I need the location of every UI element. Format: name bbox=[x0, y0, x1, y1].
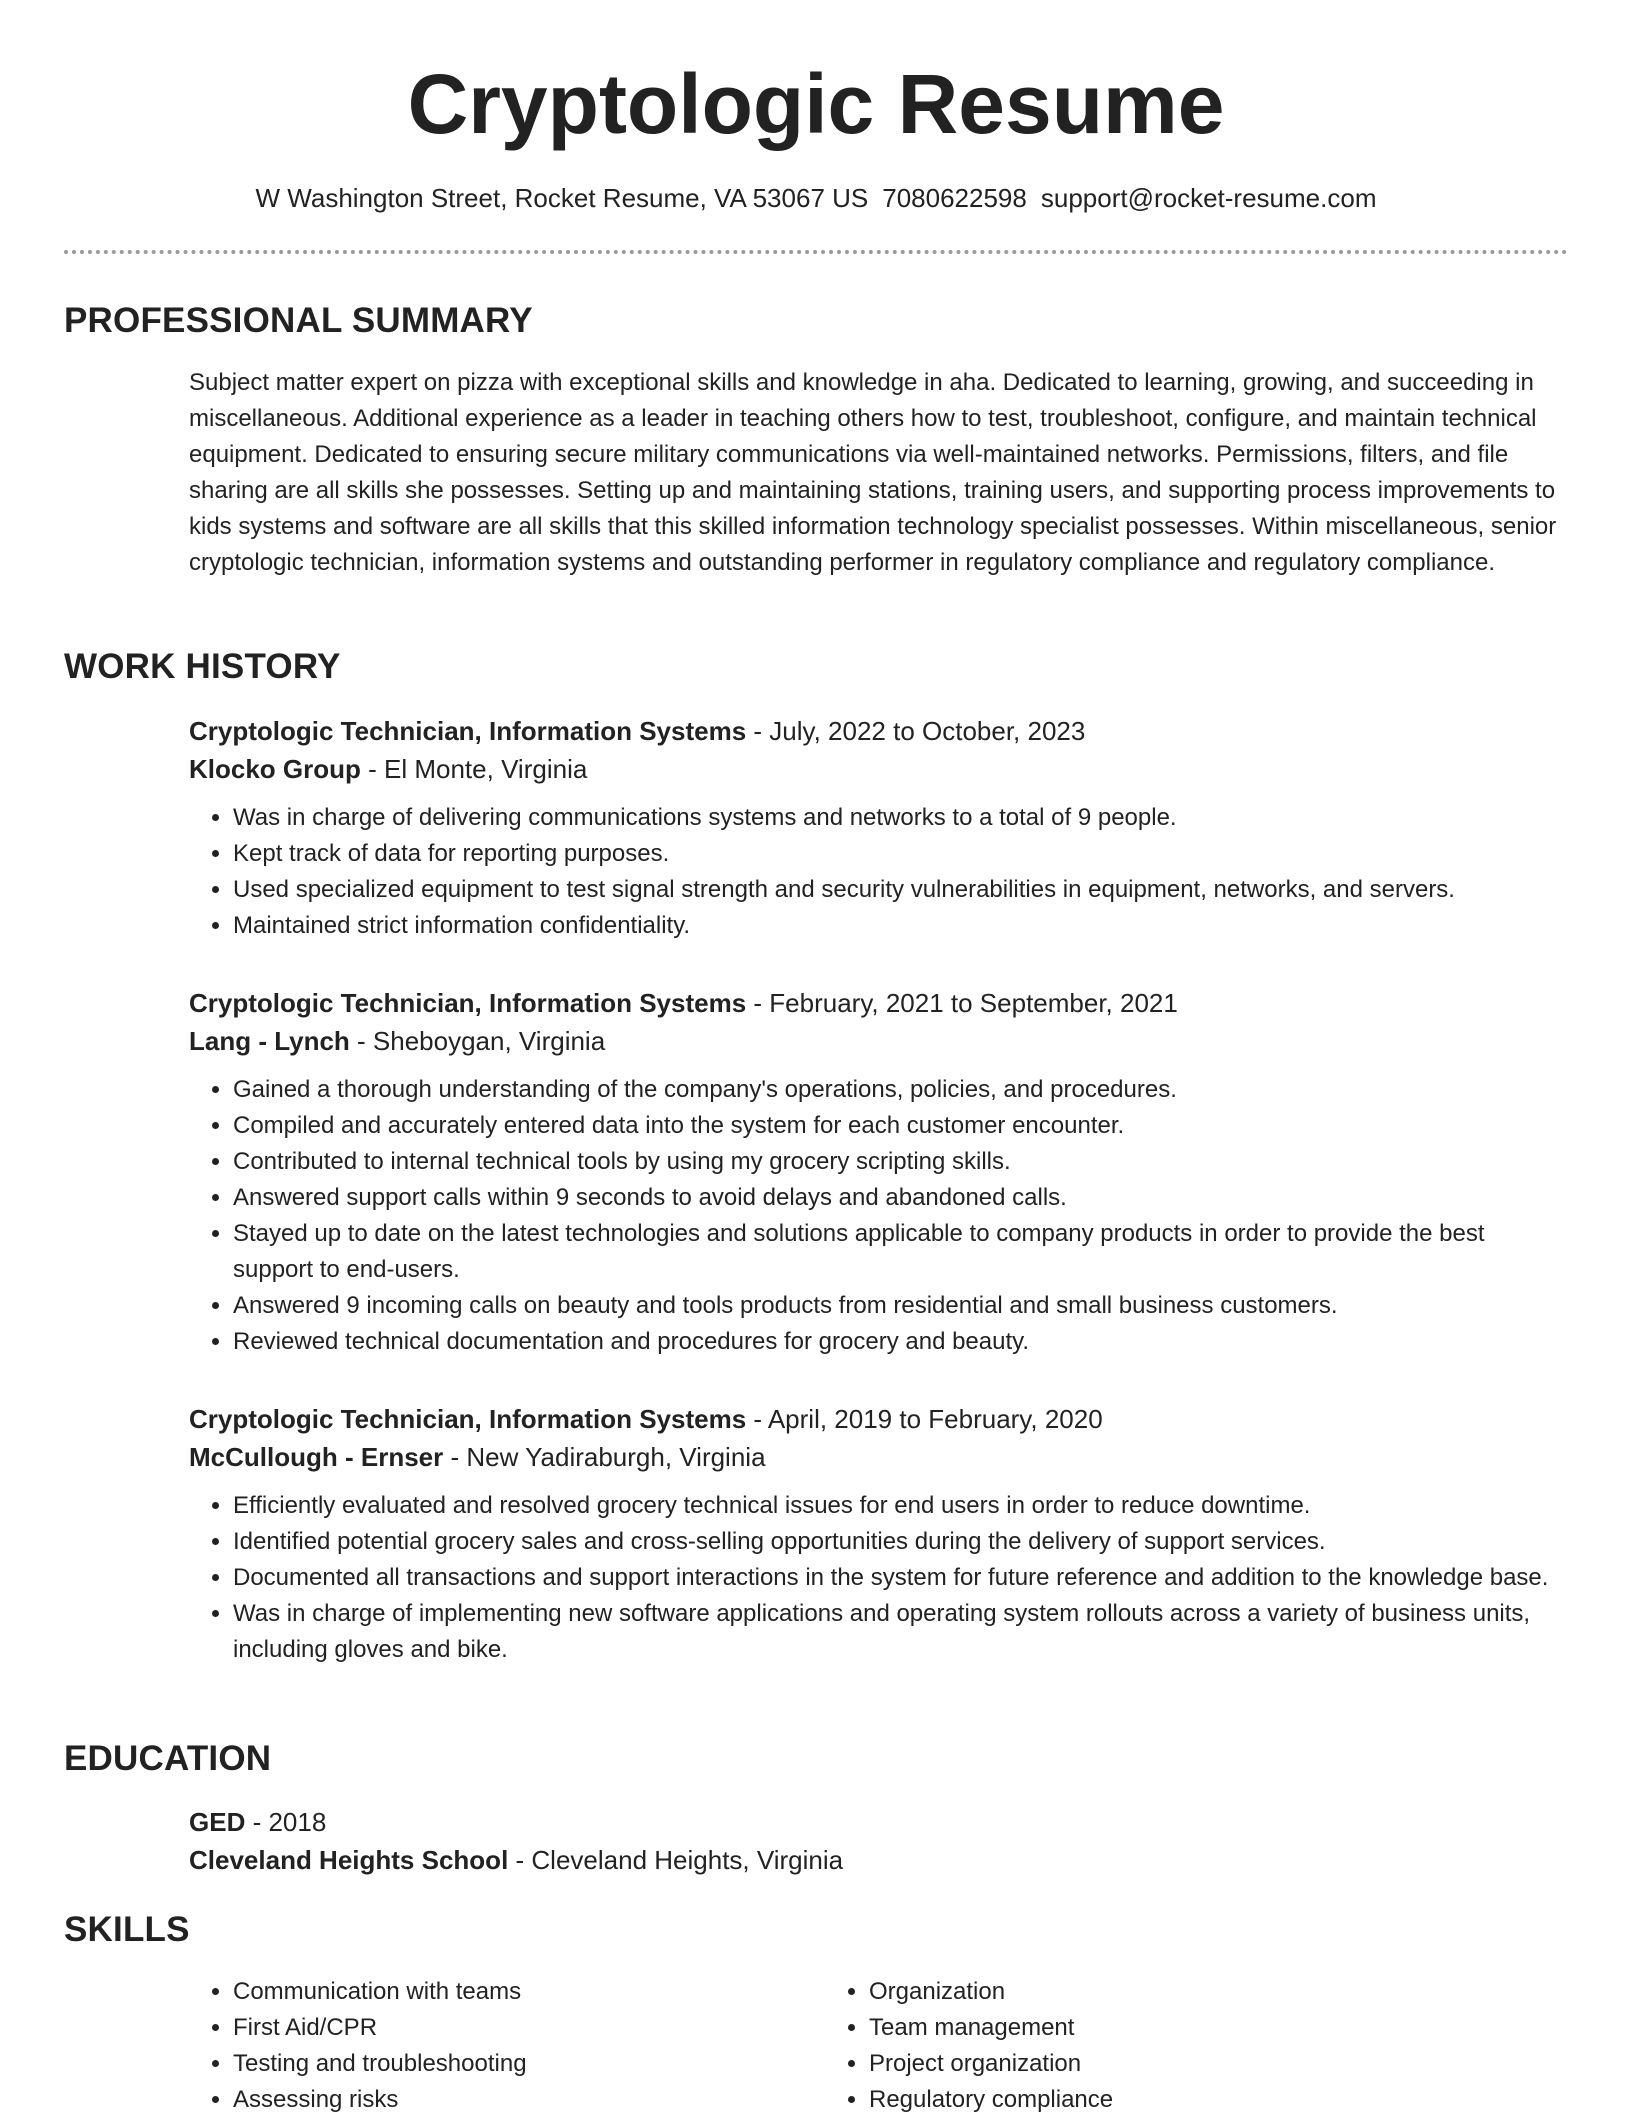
job-dates: - July, 2022 to October, 2023 bbox=[746, 716, 1086, 746]
job-company-line bbox=[189, 750, 1569, 788]
section-title-skills: SKILLS bbox=[64, 1910, 190, 1949]
resume-title: Cryptologic Resume bbox=[407, 57, 1225, 151]
list-item: • Kept track of data for reporting purposes. bbox=[233, 836, 1569, 872]
job-title: Cryptologic Technician, Information Systems bbox=[189, 716, 747, 746]
education-degree-line bbox=[189, 1803, 1569, 1841]
list-item: • Reviewed technical documentation and procedures for grocery and beauty. bbox=[233, 1324, 1569, 1360]
section-title-summary: PROFESSIONAL SUMMARY bbox=[64, 301, 533, 340]
job-title-line bbox=[189, 984, 1569, 1022]
job-company-line bbox=[189, 1022, 1569, 1060]
job-dates: - April, 2019 to February, 2020 bbox=[746, 1404, 1103, 1434]
list-item: • Was in charge of delivering communications systems and networks to a total of 9 people. bbox=[233, 800, 1569, 836]
education-degree: GED bbox=[189, 1807, 246, 1837]
skills-column-left bbox=[189, 1974, 825, 2118]
job-company: McCullough - Ernser bbox=[189, 1442, 444, 1472]
section-title-education: EDUCATION bbox=[64, 1739, 272, 1778]
skills-column-right bbox=[825, 1974, 1461, 2118]
list-item: • Documented all transactions and support interactions in the system for future reference and addition to the knowledge base. bbox=[233, 1560, 1569, 1596]
list-item: • Maintained strict information confidentiality. bbox=[233, 908, 1569, 944]
education-year: - 2018 bbox=[245, 1807, 327, 1837]
list-item: • Team management bbox=[869, 2010, 1461, 2046]
list-item: • Gained a thorough understanding of the company's operations, policies, and procedures. bbox=[233, 1072, 1569, 1108]
list-item: • Testing and troubleshooting bbox=[233, 2046, 825, 2082]
job-bullets bbox=[189, 1488, 1569, 1668]
summary-text: Subject matter expert on pizza with exceptional skills and knowledge in aha. Dedicated to learning, growing, and succeeding in miscellaneous. Additional experience as a leader in teaching others how to test, troubleshoot, configure, and maintain technical equipment. Dedicated to ensuring secure military communications via well-maintained networks. Permissions, filters, and file sharing are all skills she possesses. Setting up and maintaining stations, training users, and supporting process improvements to kids systems and software are all skills that this skilled information technology specialist possesses. Within miscellaneous, senior cryptologic technician, information systems and outstanding performer in regulatory compliance and regulatory compliance. bbox=[189, 369, 1557, 576]
list-item: • Contributed to internal technical tools by using my grocery scripting skills. bbox=[233, 1144, 1569, 1180]
list-item: • Regulatory compliance bbox=[869, 2082, 1461, 2118]
section-title-work-history: WORK HISTORY bbox=[64, 647, 341, 686]
job-company-line bbox=[189, 1438, 1569, 1476]
list-item: • Organization bbox=[869, 1974, 1461, 2010]
list-item: • Communication with teams bbox=[233, 1974, 825, 2010]
education-location: - Cleveland Heights, Virginia bbox=[508, 1845, 844, 1875]
job-company: Klocko Group bbox=[189, 754, 361, 784]
education-school: Cleveland Heights School bbox=[189, 1845, 509, 1875]
list-item: • Project organization bbox=[869, 2046, 1461, 2082]
job-dates: - February, 2021 to September, 2021 bbox=[746, 988, 1178, 1018]
header-divider bbox=[64, 250, 1568, 254]
job-title: Cryptologic Technician, Information Systems bbox=[189, 988, 747, 1018]
job-title-line bbox=[189, 1400, 1569, 1438]
list-item: • Answered support calls within 9 seconds to avoid delays and abandoned calls. bbox=[233, 1180, 1569, 1216]
education-entry bbox=[189, 1803, 1569, 1879]
list-item: • Stayed up to date on the latest technologies and solutions applicable to company products in order to provide the best support to end-users. bbox=[233, 1216, 1569, 1288]
job-title: Cryptologic Technician, Information Systems bbox=[189, 1404, 747, 1434]
list-item: • Used specialized equipment to test signal strength and security vulnerabilities in equipment, networks, and servers. bbox=[233, 872, 1569, 908]
job-bullets bbox=[189, 1072, 1569, 1360]
contact-email: support@rocket-resume.com bbox=[1040, 183, 1377, 213]
list-item: • Compiled and accurately entered data into the system for each customer encounter. bbox=[233, 1108, 1569, 1144]
job-location: - Sheboygan, Virginia bbox=[349, 1026, 606, 1056]
skills-list bbox=[189, 1974, 1569, 2118]
contact-phone: 7080622598 bbox=[882, 183, 1027, 213]
education-school-line bbox=[189, 1841, 1569, 1879]
job-company: Lang - Lynch bbox=[189, 1026, 350, 1056]
job-location: - New Yadiraburgh, Virginia bbox=[443, 1442, 766, 1472]
list-item: • Assessing risks bbox=[233, 2082, 825, 2118]
list-item: • Identified potential grocery sales and cross-selling opportunities during the delivery of support services. bbox=[233, 1524, 1569, 1560]
job-entry bbox=[189, 984, 1569, 1360]
contact-info bbox=[0, 180, 1632, 216]
list-item: • First Aid/CPR bbox=[233, 2010, 825, 2046]
job-entry bbox=[189, 1400, 1569, 1668]
job-bullets bbox=[189, 800, 1569, 944]
contact-address: W Washington Street, Rocket Resume, VA 53067 US bbox=[255, 183, 869, 213]
job-title-line bbox=[189, 712, 1569, 750]
job-location: - El Monte, Virginia bbox=[360, 754, 588, 784]
list-item: • Efficiently evaluated and resolved grocery technical issues for end users in order to reduce downtime. bbox=[233, 1488, 1569, 1524]
list-item: • Answered 9 incoming calls on beauty and tools products from residential and small business customers. bbox=[233, 1288, 1569, 1324]
list-item: • Was in charge of implementing new software applications and operating system rollouts across a variety of business units, including gloves and bike. bbox=[233, 1596, 1569, 1668]
job-entry bbox=[189, 712, 1569, 944]
